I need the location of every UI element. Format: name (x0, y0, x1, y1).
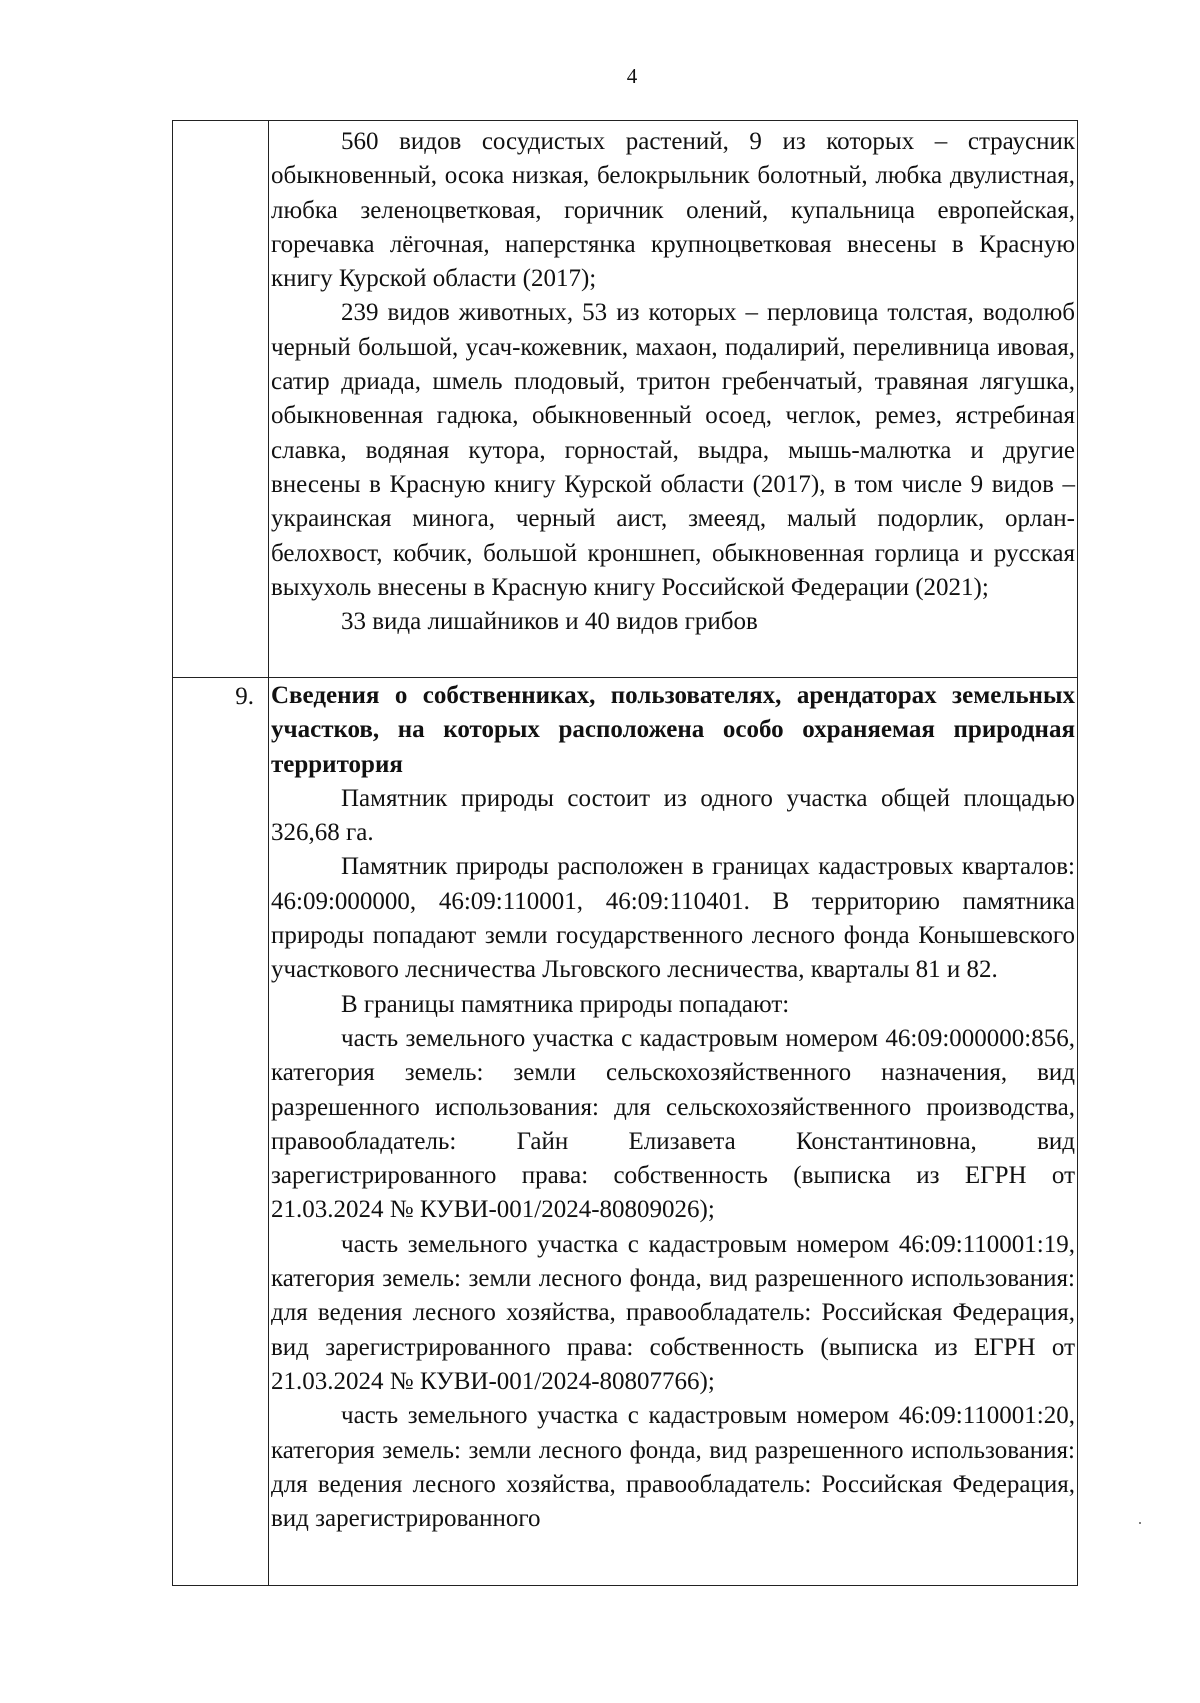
paragraph-boundaries-intro: В границы памятника природы попадают: (341, 990, 790, 1018)
paragraph-area: Памятник природы состоит из одного участка общей площадью 326,68 га. (271, 784, 1075, 847)
table-row (173, 678, 1078, 1586)
row-content-cell (269, 678, 1078, 1586)
paragraph-land-plot-856: часть земельного участка с кадастровым номером 46:09:000000:856, категория земель: земли сельскохозяйственного назначения, вид разрешенного использования: для сельскохозяйственного производства, правообладатель: Гайн Елизавета Константиновна, вид зарегистрированного права: собственность (выписка из ЕГРН от 21.03.2024 № КУВИ-001/2024-80809026); (271, 1024, 1075, 1224)
paragraph-land-plot-19: часть земельного участка с кадастровым номером 46:09:110001:19, категория земель: земли лесного фонда, вид разрешенного использования: для ведения лесного хозяйства, правообладатель: Российская Федерация, вид зарегистрированного права: собственность (выписка из ЕГРН от 21.03.2024 № КУВИ-001/2024-80807766); (271, 1230, 1075, 1395)
scan-speck (1139, 1522, 1141, 1524)
row-content-cell (269, 121, 1078, 678)
row-number-cell (173, 121, 269, 678)
table-row (173, 121, 1078, 678)
page-number: 4 (626, 64, 638, 88)
paragraph-vascular-plants: 560 видов сосудистых растений, 9 из которых – страусник обыкновенный, осока низкая, белокрыльник болотный, любка двулистная, любка зеленоцветковая, горичник олений, купальница европейская, горечавка лёгочная, наперстянка крупноцветковая внесены в Красную книгу Курской области (2017); (271, 128, 1075, 293)
paragraph-cadastral-quarters: Памятник природы расположен в границах кадастровых кварталов: 46:09:000000, 46:09:110001, 46:09:110401. В территорию памятника природы попадают земли государственного лесного фонда Конышевского участкового лесничества Льговского лесничества, кварталы 81 и 82. (271, 853, 1075, 984)
document-table (172, 120, 1078, 1586)
row-number-cell: 9. (173, 678, 269, 1586)
paragraph-lichens-fungi: 33 вида лишайников и 40 видов грибов (341, 608, 758, 636)
paragraph-animals: 239 видов животных, 53 из которых – перловица толстая, водолюб черный большой, усач-кожевник, махаон, подалирий, переливница ивовая, сатир дриада, шмель плодовый, тритон гребенчатый, травяная лягушка, обыкновенная гадюка, обыкновенный осоед, чеглок, ремез, ястребиная славка, водяная кутора, горностай, выдра, мышь-малютка и другие внесены в Красную книгу Курской области (2017), в том числе 9 видов – украинская минога, черный аист, змееяд, малый подорлик, орлан-белохвост, кобчик, большой кроншнеп, обыкновенная горлица и русская выхухоль внесены в Красную книгу Российской Федерации (2021); (271, 299, 1075, 601)
section-heading: Сведения о собственниках, пользователях, арендаторах земельных участков, на которых расположена особо охраняемая природная территория (271, 682, 1075, 778)
paragraph-land-plot-20: часть земельного участка с кадастровым номером 46:09:110001:20, категория земель: земли лесного фонда, вид разрешенного использования: для ведения лесного хозяйства, правообладатель: Российская Федерация, вид зарегистрированного (271, 1402, 1075, 1533)
